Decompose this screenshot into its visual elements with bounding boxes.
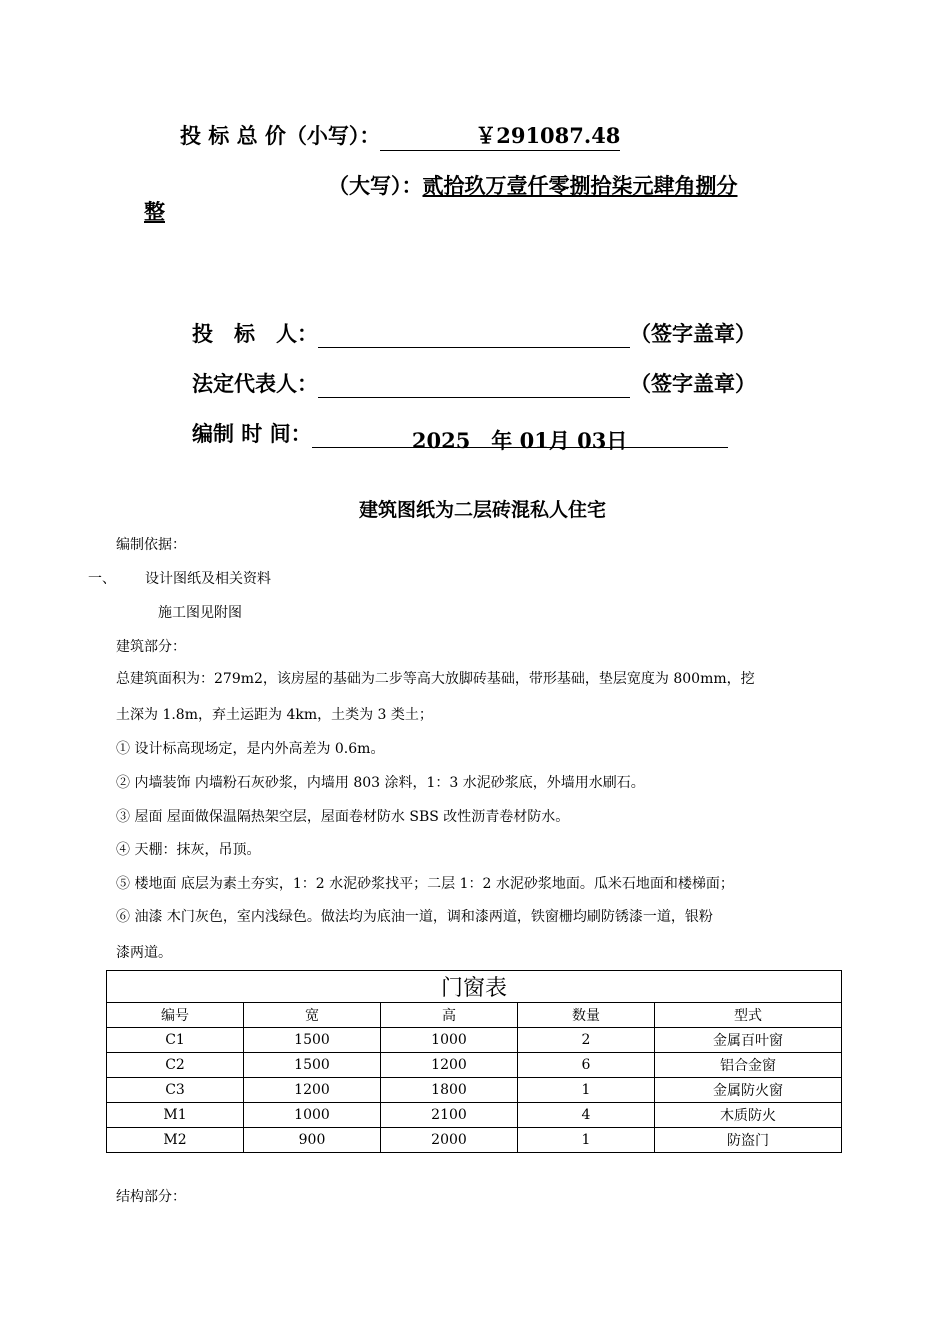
table-title-row — [107, 971, 842, 1003]
doc-title: 建筑图纸为二层砖混私人住宅 — [358, 499, 606, 521]
header-type: 型式 — [655, 1003, 842, 1028]
drawing-note: 施工图见附图 — [158, 605, 242, 621]
area-line-2: 土深为 1.8m，弃土运距为 4km，土类为 3 类土； — [116, 707, 433, 723]
struct-heading: 结构部分： — [116, 1189, 186, 1205]
cell: 1500 — [244, 1053, 381, 1078]
cell: 900 — [244, 1128, 381, 1153]
bid-upper-row — [328, 170, 738, 200]
header-code: 编号 — [107, 1003, 244, 1028]
cell: C1 — [107, 1028, 244, 1053]
section-num: 一、 — [88, 571, 116, 587]
bidder-suffix: （签字盖章） — [630, 321, 756, 346]
bid-price-value: ￥291087.48 — [380, 120, 620, 151]
area-line-1: 总建筑面积为：279m2，该房屋的基础为二步等高大放脚砖基础，带形基础，垫层宽度为 800mm，挖 — [116, 671, 755, 687]
rep-suffix: （签字盖章） — [630, 371, 756, 396]
cell: M2 — [107, 1128, 244, 1153]
cell: 防盗门 — [655, 1128, 842, 1153]
header-height: 高 — [381, 1003, 518, 1028]
cell: 木质防火 — [655, 1103, 842, 1128]
table-header-row — [107, 1003, 842, 1028]
bid-upper-value: 贰拾玖万壹仟零捌拾柒元肆角捌分 — [422, 173, 738, 198]
item-4: ④ 天棚：抹灰，吊顶。 — [116, 842, 261, 858]
item-3: ③ 屋面 屋面做保温隔热架空层，屋面卷材防水 SBS 改性沥青卷材防水。 — [116, 809, 570, 825]
header-width: 宽 — [244, 1003, 381, 1028]
cell: 1000 — [381, 1028, 518, 1053]
bidder-signature-line[interactable] — [318, 325, 630, 348]
table-row — [107, 1028, 842, 1053]
time-row — [192, 418, 728, 453]
bid-upper-cont: 整 — [144, 199, 165, 224]
bid-upper-label: （大写）： — [328, 173, 423, 198]
cell: 金属防火窗 — [655, 1078, 842, 1103]
item-1: ① 设计标高现场定，是内外高差为 0.6m。 — [116, 741, 385, 757]
bid-price-label: 投 标 总 价（小写）： — [180, 123, 381, 148]
cell: 6 — [518, 1053, 655, 1078]
time-label: 编制 时 间： — [192, 421, 312, 446]
cell: 2 — [518, 1028, 655, 1053]
bidder-label: 投 标 人： — [192, 321, 318, 346]
table-row — [107, 1078, 842, 1103]
bid-price-row — [180, 120, 620, 151]
arch-heading: 建筑部分： — [116, 639, 186, 655]
header-quantity: 数量 — [518, 1003, 655, 1028]
item-5: ⑤ 楼地面 底层为素土夯实，1：2 水泥砂浆找平；二层 1：2 水泥砂浆地面。瓜米石地面和楼梯面； — [116, 876, 734, 892]
cell: 1500 — [244, 1028, 381, 1053]
basis-label: 编制依据： — [116, 537, 186, 553]
rep-label: 法定代表人： — [192, 371, 318, 396]
cell: 1200 — [244, 1078, 381, 1103]
table-row — [107, 1128, 842, 1153]
cell: 1200 — [381, 1053, 518, 1078]
cell: M1 — [107, 1103, 244, 1128]
cell: 2000 — [381, 1128, 518, 1153]
cell: 2100 — [381, 1103, 518, 1128]
cell: 1800 — [381, 1078, 518, 1103]
cell: 1 — [518, 1078, 655, 1103]
cell: C2 — [107, 1053, 244, 1078]
item-6: ⑥ 油漆 木门灰色，室内浅绿色。做法均为底油一道，调和漆两道，铁窗栅均刷防锈漆一道，银粉 — [116, 909, 713, 925]
cell: 1000 — [244, 1103, 381, 1128]
table-row — [107, 1053, 842, 1078]
cell: 金属百叶窗 — [655, 1028, 842, 1053]
door-window-table — [106, 970, 842, 1153]
rep-row — [192, 368, 756, 398]
item-2: ② 内墙装饰 内墙粉石灰砂浆，内墙用 803 涂料，1：3 水泥砂浆底，外墙用水刷石。 — [116, 775, 645, 791]
rep-signature-line[interactable] — [318, 375, 630, 398]
cell: 4 — [518, 1103, 655, 1128]
table-title: 门窗表 — [107, 971, 842, 1003]
section-title: 设计图纸及相关资料 — [145, 571, 271, 587]
cell: C3 — [107, 1078, 244, 1103]
time-value-line — [312, 425, 728, 453]
time-value: 2025 年 01月 03日 — [411, 428, 628, 453]
cell: 铝合金窗 — [655, 1053, 842, 1078]
table-row — [107, 1103, 842, 1128]
item-6-cont: 漆两道。 — [116, 945, 172, 961]
bidder-row — [192, 318, 756, 348]
cell: 1 — [518, 1128, 655, 1153]
